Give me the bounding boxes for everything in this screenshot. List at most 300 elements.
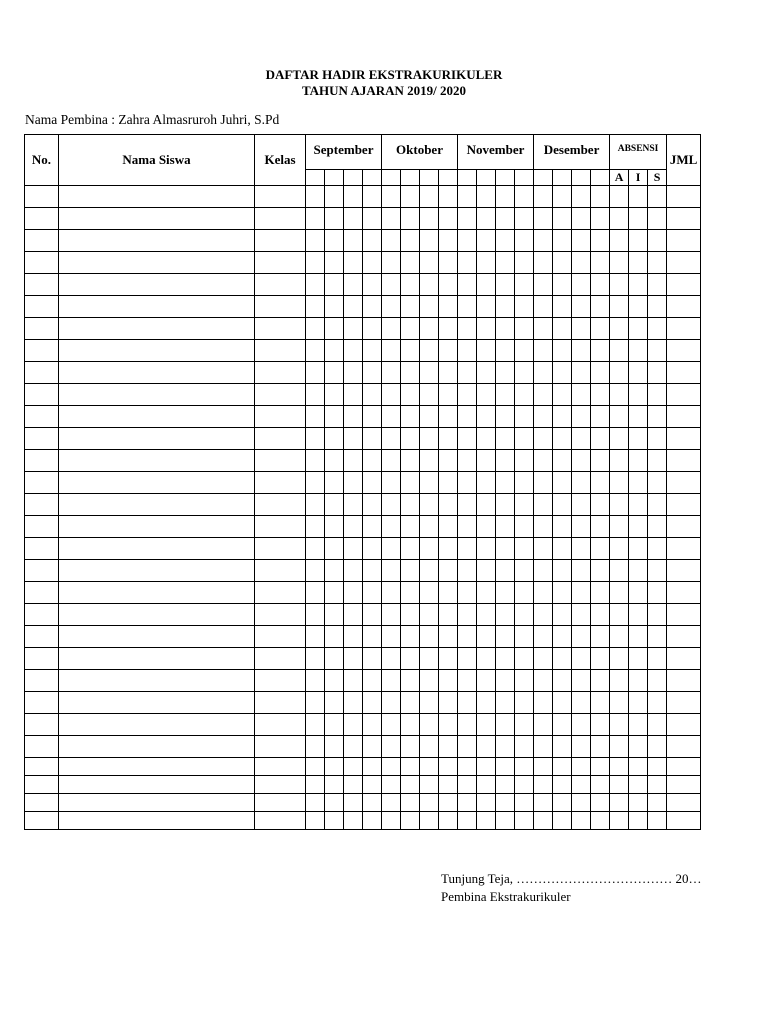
table-cell xyxy=(25,794,59,812)
table-cell xyxy=(534,794,553,812)
table-cell xyxy=(477,230,496,252)
table-cell xyxy=(477,406,496,428)
table-cell xyxy=(515,812,534,830)
table-cell xyxy=(629,340,648,362)
table-cell xyxy=(325,494,344,516)
table-cell xyxy=(553,274,572,296)
table-cell xyxy=(382,230,401,252)
table-cell xyxy=(648,494,667,516)
table-cell xyxy=(344,560,363,582)
header-month-desember: Desember xyxy=(534,135,610,170)
table-cell xyxy=(477,560,496,582)
table-cell xyxy=(496,384,515,406)
table-cell xyxy=(458,406,477,428)
table-cell xyxy=(59,692,255,714)
table-cell xyxy=(496,670,515,692)
table-cell xyxy=(59,406,255,428)
table-cell xyxy=(255,670,306,692)
table-cell xyxy=(572,648,591,670)
table-cell xyxy=(629,670,648,692)
table-cell xyxy=(382,208,401,230)
table-cell xyxy=(401,230,420,252)
header-no: No. xyxy=(25,135,59,186)
table-cell xyxy=(534,274,553,296)
table-cell xyxy=(648,318,667,340)
table-cell xyxy=(515,208,534,230)
table-cell xyxy=(534,252,553,274)
header-month-september: September xyxy=(306,135,382,170)
table-cell xyxy=(325,812,344,830)
table-cell xyxy=(477,318,496,340)
table-cell xyxy=(439,714,458,736)
table-cell xyxy=(25,626,59,648)
table-cell xyxy=(439,560,458,582)
table-cell xyxy=(439,516,458,538)
table-cell xyxy=(439,450,458,472)
table-cell xyxy=(401,604,420,626)
table-cell xyxy=(534,626,553,648)
table-cell xyxy=(610,516,629,538)
table-cell xyxy=(591,692,610,714)
table-cell xyxy=(59,472,255,494)
table-cell xyxy=(458,736,477,758)
table-cell xyxy=(344,494,363,516)
table-cell xyxy=(401,362,420,384)
table-cell xyxy=(420,230,439,252)
table-cell xyxy=(420,560,439,582)
table-cell xyxy=(515,648,534,670)
table-cell xyxy=(553,776,572,794)
table-cell xyxy=(667,670,701,692)
table-cell xyxy=(401,472,420,494)
table-cell xyxy=(553,604,572,626)
table-cell xyxy=(629,736,648,758)
table-cell xyxy=(401,494,420,516)
table-cell xyxy=(534,494,553,516)
table-cell xyxy=(553,736,572,758)
table-row xyxy=(25,252,701,274)
table-cell xyxy=(629,494,648,516)
table-cell xyxy=(591,714,610,736)
table-cell xyxy=(458,560,477,582)
table-cell xyxy=(59,274,255,296)
table-cell xyxy=(629,648,648,670)
table-cell xyxy=(25,776,59,794)
table-cell xyxy=(382,648,401,670)
table-cell xyxy=(25,318,59,340)
table-cell xyxy=(25,384,59,406)
table-cell xyxy=(382,794,401,812)
table-cell xyxy=(344,670,363,692)
table-cell xyxy=(515,406,534,428)
table-cell xyxy=(553,186,572,208)
week-subheader-cell xyxy=(477,170,496,186)
table-cell xyxy=(344,340,363,362)
signature-role: Pembina Ekstrakurikuler xyxy=(441,889,571,904)
table-cell xyxy=(255,340,306,362)
table-cell xyxy=(477,296,496,318)
table-cell xyxy=(325,538,344,560)
table-cell xyxy=(572,230,591,252)
table-cell xyxy=(401,670,420,692)
week-subheader-cell xyxy=(382,170,401,186)
table-cell xyxy=(255,384,306,406)
table-cell xyxy=(648,538,667,560)
table-cell xyxy=(420,776,439,794)
table-cell xyxy=(667,538,701,560)
table-cell xyxy=(534,428,553,450)
table-cell xyxy=(572,758,591,776)
table-cell xyxy=(25,516,59,538)
table-cell xyxy=(610,384,629,406)
table-cell xyxy=(572,472,591,494)
table-cell xyxy=(591,296,610,318)
table-cell xyxy=(344,318,363,340)
attendance-table xyxy=(24,134,701,830)
table-cell xyxy=(534,648,553,670)
table-cell xyxy=(515,450,534,472)
week-subheader-cell xyxy=(553,170,572,186)
table-cell xyxy=(667,384,701,406)
table-cell xyxy=(363,230,382,252)
table-cell xyxy=(382,252,401,274)
table-cell xyxy=(25,582,59,604)
table-cell xyxy=(553,794,572,812)
table-cell xyxy=(477,736,496,758)
table-cell xyxy=(344,252,363,274)
table-cell xyxy=(382,714,401,736)
table-cell xyxy=(458,384,477,406)
table-cell xyxy=(534,406,553,428)
table-cell xyxy=(648,692,667,714)
week-subheader-cell xyxy=(515,170,534,186)
table-cell xyxy=(477,428,496,450)
table-cell xyxy=(382,758,401,776)
table-cell xyxy=(306,794,325,812)
table-cell xyxy=(553,406,572,428)
table-cell xyxy=(572,560,591,582)
table-cell xyxy=(401,714,420,736)
table-cell xyxy=(401,450,420,472)
table-cell xyxy=(25,230,59,252)
table-cell xyxy=(306,252,325,274)
table-cell xyxy=(255,362,306,384)
table-cell xyxy=(363,274,382,296)
header-nama-siswa: Nama Siswa xyxy=(59,135,255,186)
table-cell xyxy=(553,428,572,450)
table-cell xyxy=(591,208,610,230)
table-cell xyxy=(648,812,667,830)
table-cell xyxy=(496,428,515,450)
table-cell xyxy=(420,692,439,714)
table-cell xyxy=(629,230,648,252)
table-cell xyxy=(420,472,439,494)
table-cell xyxy=(572,428,591,450)
table-cell xyxy=(496,516,515,538)
table-cell xyxy=(363,812,382,830)
table-cell xyxy=(306,472,325,494)
table-row xyxy=(25,560,701,582)
table-cell xyxy=(401,794,420,812)
table-cell xyxy=(344,648,363,670)
table-cell xyxy=(363,450,382,472)
table-cell xyxy=(306,340,325,362)
table-cell xyxy=(306,626,325,648)
table-cell xyxy=(610,186,629,208)
table-cell xyxy=(515,714,534,736)
table-cell xyxy=(25,340,59,362)
table-cell xyxy=(255,406,306,428)
table-cell xyxy=(629,362,648,384)
table-cell xyxy=(439,626,458,648)
table-cell xyxy=(667,560,701,582)
table-cell xyxy=(610,252,629,274)
table-cell xyxy=(610,450,629,472)
table-cell xyxy=(591,812,610,830)
table-cell xyxy=(439,758,458,776)
table-row xyxy=(25,230,701,252)
table-cell xyxy=(648,208,667,230)
table-cell xyxy=(591,186,610,208)
table-cell xyxy=(325,776,344,794)
table-cell xyxy=(496,450,515,472)
table-cell xyxy=(534,812,553,830)
table-cell xyxy=(306,516,325,538)
table-cell xyxy=(610,340,629,362)
table-cell xyxy=(572,252,591,274)
table-cell xyxy=(59,538,255,560)
table-cell xyxy=(515,604,534,626)
table-cell xyxy=(439,736,458,758)
table-cell xyxy=(496,560,515,582)
table-cell xyxy=(439,186,458,208)
table-cell xyxy=(344,296,363,318)
table-cell xyxy=(534,758,553,776)
table-row xyxy=(25,296,701,318)
table-cell xyxy=(477,450,496,472)
table-cell xyxy=(363,186,382,208)
table-cell xyxy=(667,516,701,538)
table-cell xyxy=(610,318,629,340)
table-cell xyxy=(534,736,553,758)
table-cell xyxy=(667,714,701,736)
table-cell xyxy=(458,296,477,318)
table-cell xyxy=(629,812,648,830)
table-cell xyxy=(382,296,401,318)
table-cell xyxy=(420,812,439,830)
table-cell xyxy=(610,582,629,604)
week-subheader-cell xyxy=(363,170,382,186)
table-cell xyxy=(629,560,648,582)
table-cell xyxy=(439,794,458,812)
table-cell xyxy=(382,516,401,538)
table-cell xyxy=(496,692,515,714)
table-cell xyxy=(477,494,496,516)
table-cell xyxy=(344,406,363,428)
table-cell xyxy=(515,582,534,604)
table-cell xyxy=(648,252,667,274)
table-cell xyxy=(515,692,534,714)
table-cell xyxy=(439,472,458,494)
table-cell xyxy=(25,274,59,296)
table-cell xyxy=(25,538,59,560)
table-cell xyxy=(325,230,344,252)
table-cell xyxy=(382,776,401,794)
table-cell xyxy=(458,428,477,450)
table-cell xyxy=(458,626,477,648)
table-cell xyxy=(344,736,363,758)
table-cell xyxy=(25,604,59,626)
table-cell xyxy=(610,362,629,384)
table-row xyxy=(25,494,701,516)
table-cell xyxy=(401,384,420,406)
table-cell xyxy=(667,186,701,208)
table-cell xyxy=(477,794,496,812)
table-cell xyxy=(629,208,648,230)
table-cell xyxy=(420,736,439,758)
table-cell xyxy=(306,538,325,560)
table-cell xyxy=(458,208,477,230)
table-cell xyxy=(439,428,458,450)
table-cell xyxy=(420,648,439,670)
table-cell xyxy=(477,670,496,692)
table-cell xyxy=(591,472,610,494)
table-cell xyxy=(667,406,701,428)
table-cell xyxy=(363,472,382,494)
table-cell xyxy=(382,318,401,340)
table-cell xyxy=(420,406,439,428)
table-cell xyxy=(458,776,477,794)
table-cell xyxy=(477,604,496,626)
table-row xyxy=(25,604,701,626)
table-cell xyxy=(382,340,401,362)
table-cell xyxy=(420,274,439,296)
table-cell xyxy=(382,538,401,560)
table-row xyxy=(25,428,701,450)
table-cell xyxy=(667,736,701,758)
table-cell xyxy=(59,494,255,516)
table-cell xyxy=(572,186,591,208)
table-cell xyxy=(255,736,306,758)
table-cell xyxy=(25,362,59,384)
table-cell xyxy=(534,692,553,714)
table-cell xyxy=(344,714,363,736)
table-cell xyxy=(534,384,553,406)
table-cell xyxy=(572,626,591,648)
table-cell xyxy=(439,670,458,692)
table-cell xyxy=(496,648,515,670)
table-cell xyxy=(363,794,382,812)
table-cell xyxy=(363,560,382,582)
table-cell xyxy=(591,450,610,472)
table-cell xyxy=(629,582,648,604)
table-cell xyxy=(477,626,496,648)
table-row xyxy=(25,516,701,538)
table-cell xyxy=(25,714,59,736)
table-cell xyxy=(534,670,553,692)
table-cell xyxy=(515,538,534,560)
table-cell xyxy=(439,538,458,560)
table-cell xyxy=(363,340,382,362)
table-cell xyxy=(25,560,59,582)
table-cell xyxy=(667,794,701,812)
table-cell xyxy=(572,670,591,692)
table-cell xyxy=(496,812,515,830)
table-cell xyxy=(591,776,610,794)
table-cell xyxy=(255,318,306,340)
table-cell xyxy=(325,428,344,450)
table-cell xyxy=(477,812,496,830)
table-cell xyxy=(306,812,325,830)
table-cell xyxy=(534,186,553,208)
table-cell xyxy=(610,208,629,230)
academic-year: TAHUN AJARAN 2019/ 2020 xyxy=(301,83,467,98)
table-cell xyxy=(496,340,515,362)
table-cell xyxy=(610,692,629,714)
table-cell xyxy=(572,714,591,736)
table-cell xyxy=(629,626,648,648)
table-cell xyxy=(59,186,255,208)
table-cell xyxy=(610,472,629,494)
table-cell xyxy=(496,230,515,252)
table-cell xyxy=(59,428,255,450)
absensi-col-s: S xyxy=(648,170,667,186)
table-cell xyxy=(59,714,255,736)
table-cell xyxy=(255,450,306,472)
table-cell xyxy=(306,758,325,776)
table-cell xyxy=(515,362,534,384)
table-cell xyxy=(420,208,439,230)
table-cell xyxy=(344,812,363,830)
table-cell xyxy=(515,516,534,538)
table-cell xyxy=(439,406,458,428)
table-cell xyxy=(629,252,648,274)
table-cell xyxy=(458,692,477,714)
table-cell xyxy=(534,318,553,340)
table-cell xyxy=(515,274,534,296)
table-cell xyxy=(439,274,458,296)
table-cell xyxy=(363,384,382,406)
table-cell xyxy=(572,340,591,362)
table-cell xyxy=(382,626,401,648)
table-cell xyxy=(25,736,59,758)
table-cell xyxy=(25,758,59,776)
table-cell xyxy=(477,208,496,230)
table-cell xyxy=(667,582,701,604)
table-cell xyxy=(344,604,363,626)
table-cell xyxy=(325,362,344,384)
table-cell xyxy=(648,758,667,776)
table-cell xyxy=(667,648,701,670)
table-cell xyxy=(515,230,534,252)
table-cell xyxy=(325,714,344,736)
table-cell xyxy=(344,384,363,406)
table-cell xyxy=(515,186,534,208)
header-kelas: Kelas xyxy=(255,135,306,186)
table-cell xyxy=(420,428,439,450)
table-cell xyxy=(363,714,382,736)
table-cell xyxy=(363,494,382,516)
table-cell xyxy=(610,758,629,776)
table-cell xyxy=(59,362,255,384)
table-cell xyxy=(325,692,344,714)
table-cell xyxy=(610,648,629,670)
table-cell xyxy=(553,450,572,472)
table-cell xyxy=(591,626,610,648)
table-cell xyxy=(553,582,572,604)
week-subheader-cell xyxy=(420,170,439,186)
table-cell xyxy=(477,186,496,208)
